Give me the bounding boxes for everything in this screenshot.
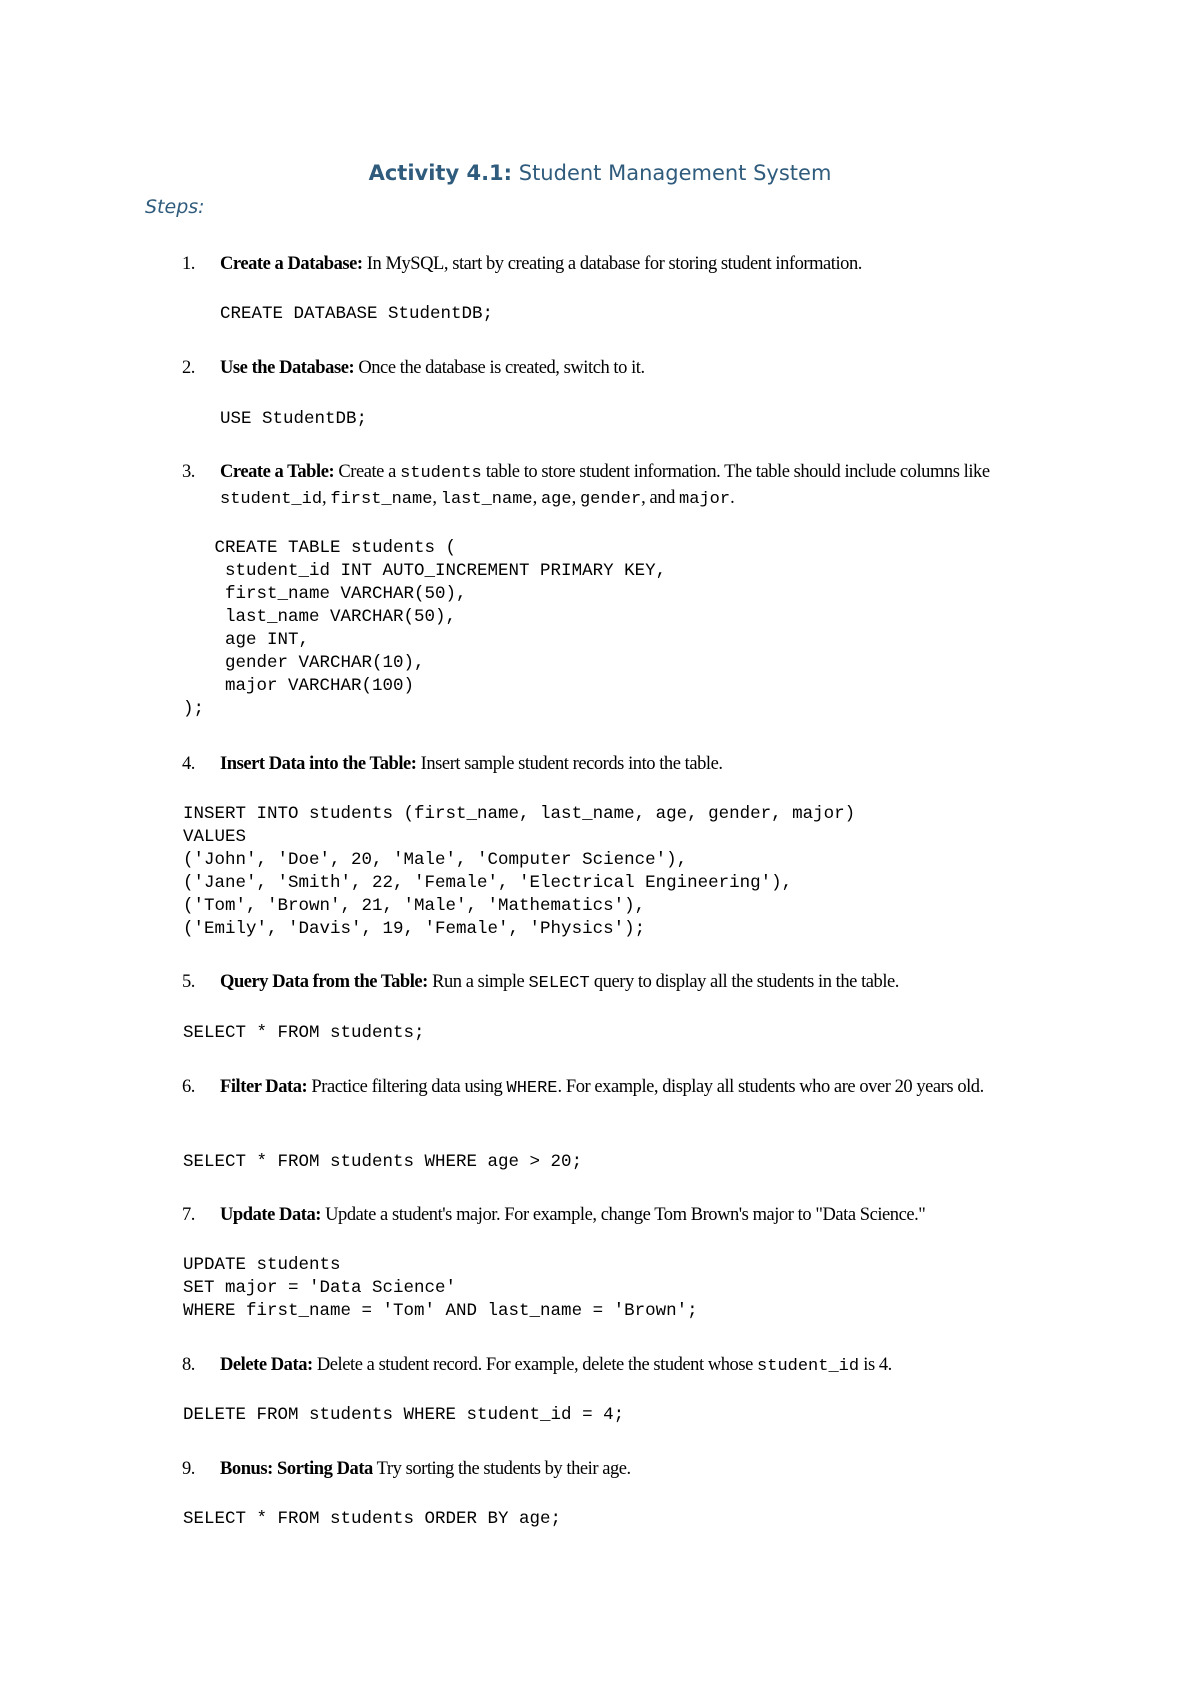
code-block-filter-data: SELECT * FROM students WHERE age > 20; xyxy=(183,1152,583,1172)
code-block-insert-data: INSERT INTO students (first_name, last_name, age, gender, major) VALUES ('John', 'Doe', 20, 'Male', 'Computer Science'), ('Jane', 'Smith', 22, 'Female', 'Electrical Engineering'), ('Tom', 'Brown', 21, 'Male', 'Mathematics'), ('Emily', 'Davis', 19, 'Female', 'Physics'); xyxy=(183,804,856,939)
title-activity-number: Activity 4.1: xyxy=(368,161,513,185)
code-block-create-table: CREATE TABLE students ( student_id INT AUTO_INCREMENT PRIMARY KEY, first_name VARCHAR(50), last_name VARCHAR(50), age INT, gender VARCHAR(10), major VARCHAR(100) ); xyxy=(183,538,667,719)
inline-code: WHERE xyxy=(506,1079,558,1098)
step-8: 8. Delete Data: Delete a student record. For example, delete the student whose student_id is 4. xyxy=(182,1355,892,1376)
step-2 xyxy=(182,356,1062,381)
step-number: 1. xyxy=(182,254,195,274)
code-block-create-database: CREATE DATABASE StudentDB; xyxy=(220,304,494,324)
code-block-sort-data: SELECT * FROM students ORDER BY age; xyxy=(183,1509,562,1529)
step-text: In MySQL, start by creating a database for storing student information. xyxy=(362,254,862,274)
inline-code: student_id xyxy=(220,490,323,509)
step-6: 6. Filter Data: Practice filtering data using WHERE. For example, display all students who are over 20 years old. xyxy=(182,1077,984,1098)
code-block-update-data: UPDATE students SET major = 'Data Science' WHERE first_name = 'Tom' AND last_name = 'Brown'; xyxy=(183,1255,698,1321)
code-block-delete-data: DELETE FROM students WHERE student_id = 4; xyxy=(183,1405,625,1425)
title-text: Student Management System xyxy=(512,161,832,185)
inline-code: first_name xyxy=(330,490,433,509)
inline-code: students xyxy=(400,464,482,483)
step-number: 7. xyxy=(182,1205,195,1225)
step-text: Once the database is created, switch to it. xyxy=(354,358,645,378)
step-number: 8. xyxy=(182,1355,195,1375)
step-3: 3. Create a Table: Create a students table to store student information. The table should include columns like student_id, first_name, last_name, age, gender, and major. xyxy=(182,462,990,509)
inline-code: age xyxy=(540,490,572,509)
step-lead: Delete Data: xyxy=(220,1355,313,1375)
step-9 xyxy=(182,1457,1062,1482)
step-7 xyxy=(182,1203,1062,1228)
step-text: Update a student's major. For example, change Tom Brown's major to "Data Science." xyxy=(320,1205,926,1225)
step-lead: Create a Table: xyxy=(220,462,335,482)
step-number: 2. xyxy=(182,358,195,378)
step-4 xyxy=(182,752,1062,777)
step-5: 5. Query Data from the Table: Run a simple SELECT query to display all the students in the table. xyxy=(182,972,899,993)
step-lead: Insert Data into the Table: xyxy=(220,754,417,774)
page-title xyxy=(0,158,1200,188)
step-number: 5. xyxy=(182,972,195,992)
code-block-use-database: USE StudentDB; xyxy=(220,409,368,429)
inline-code: SELECT xyxy=(528,974,590,993)
step-number: 9. xyxy=(182,1459,195,1479)
step-lead: Bonus: Sorting Data xyxy=(220,1459,373,1479)
inline-code: gender xyxy=(579,490,642,509)
code-block-select-all: SELECT * FROM students; xyxy=(183,1023,425,1043)
step-lead: Update Data: xyxy=(220,1205,321,1225)
step-number: 4. xyxy=(182,754,195,774)
inline-code: last_name xyxy=(440,490,533,509)
step-text: Insert sample student records into the table. xyxy=(416,754,723,774)
inline-code: student_id xyxy=(757,1357,860,1376)
steps-label: Steps: xyxy=(145,196,205,218)
step-1 xyxy=(182,252,1062,277)
step-lead: Use the Database: xyxy=(220,358,355,378)
step-number: 6. xyxy=(182,1077,195,1097)
step-lead: Query Data from the Table: xyxy=(220,972,428,992)
step-lead: Create a Database: xyxy=(220,254,363,274)
step-number: 3. xyxy=(182,462,195,482)
inline-code: major xyxy=(679,490,731,509)
step-lead: Filter Data: xyxy=(220,1077,308,1097)
step-text: Try sorting the students by their age. xyxy=(372,1459,631,1479)
